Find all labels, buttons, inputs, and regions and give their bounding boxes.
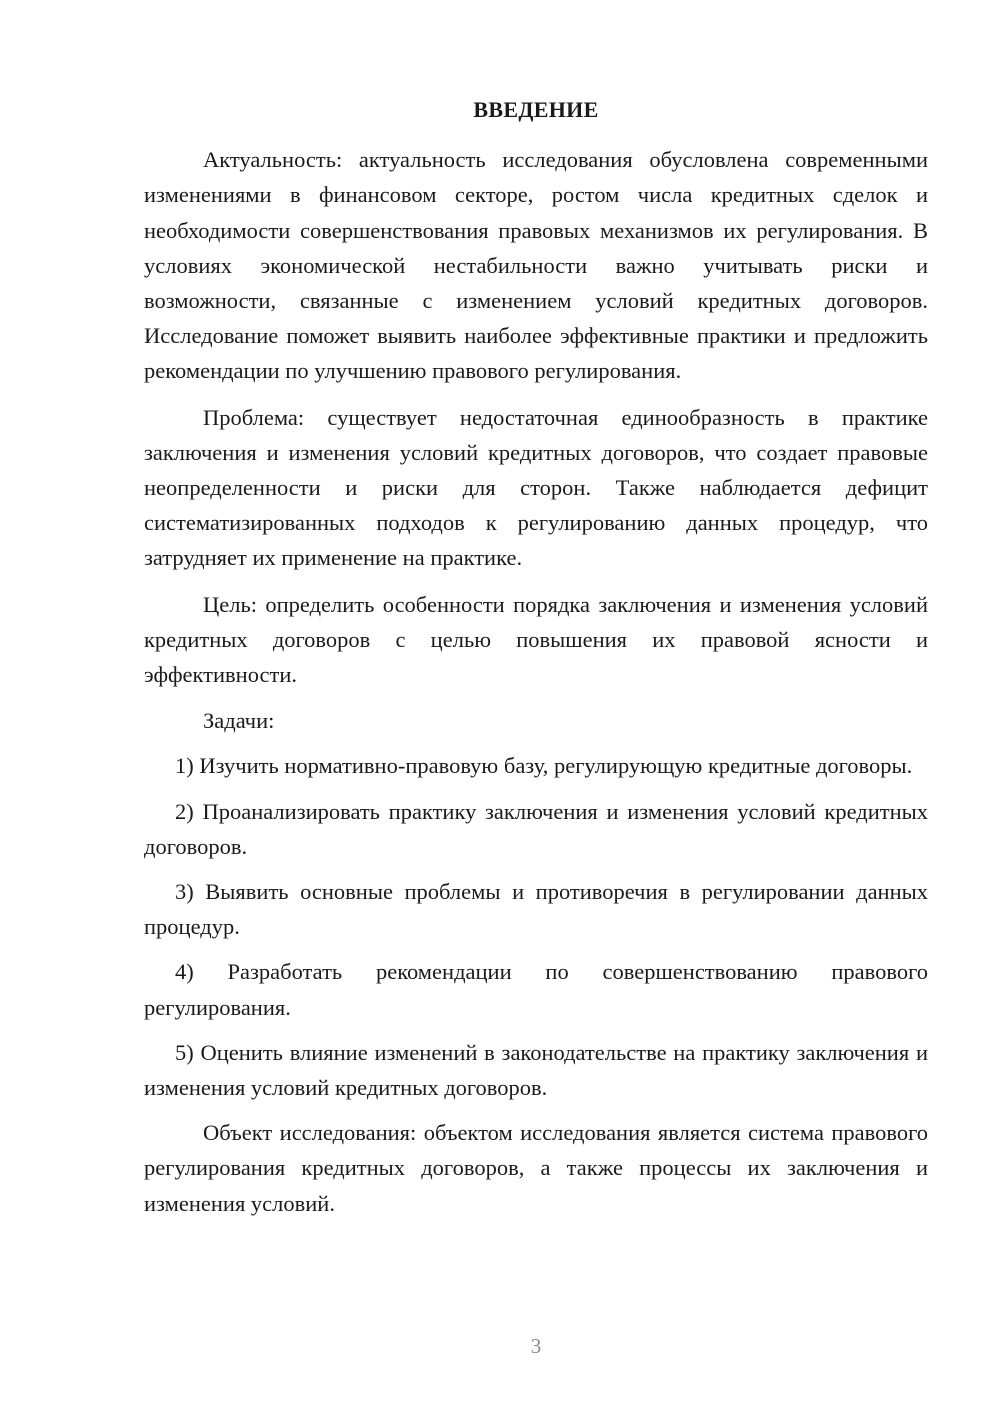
section-title: ВВЕДЕНИЕ [473, 97, 599, 122]
tasks-list [144, 748, 928, 1105]
task-item: 3) Выявить основные проблемы и противоречия в регулировании данных процедур. [144, 879, 928, 940]
page-content [144, 92, 928, 1232]
tasks-heading: Задачи: [203, 708, 275, 734]
task-item: 5) Оценить влияние изменений в законодательстве на практику заключения и изменения условий кредитных договоров. [144, 1039, 928, 1101]
task-item: 1) Изучить нормативно-правовую базу, регулирующую кредитные договоры. [175, 753, 913, 779]
paragraph-problem: Проблема: существует недостаточная единообразность в практике заключения и изменения условий кредитных договоров, что создает правовые неопределенности и риски для сторон. Также наблюдается дефицит систематизированных подходов к регулированию данных процедур, что затрудняет их применение на практике. [144, 404, 928, 571]
task-item: 4) Разработать рекомендации по совершенствованию правового регулирования. [144, 959, 928, 1020]
paragraph-object: Объект исследования: объектом исследования является система правового регулирования кредитных договоров, а также процессы их заключения и изменения условий. [144, 1120, 928, 1216]
task-item: 2) Проанализировать практику заключения и изменения условий кредитных договоров. [144, 798, 928, 859]
page-number: 3 [530, 1334, 542, 1358]
paragraph-goal: Цель: определить особенности порядка заключения и изменения условий кредитных договоров с целью повышения их правовой ясности и эффективности. [144, 591, 928, 688]
paragraph-relevance: Актуальность: актуальность исследования обусловлена современными изменениями в финансовом секторе, ростом числа кредитных сделок и необходимости совершенствования правовых механизмов их регулирования. В условиях экономической нестабильности важно учитывать риски и возможности, связанные с изменением условий кредитных договоров. Исследование поможет выявить наиболее эффективные практики и предложить рекомендации по улучшению правового регулирования. [144, 147, 928, 384]
